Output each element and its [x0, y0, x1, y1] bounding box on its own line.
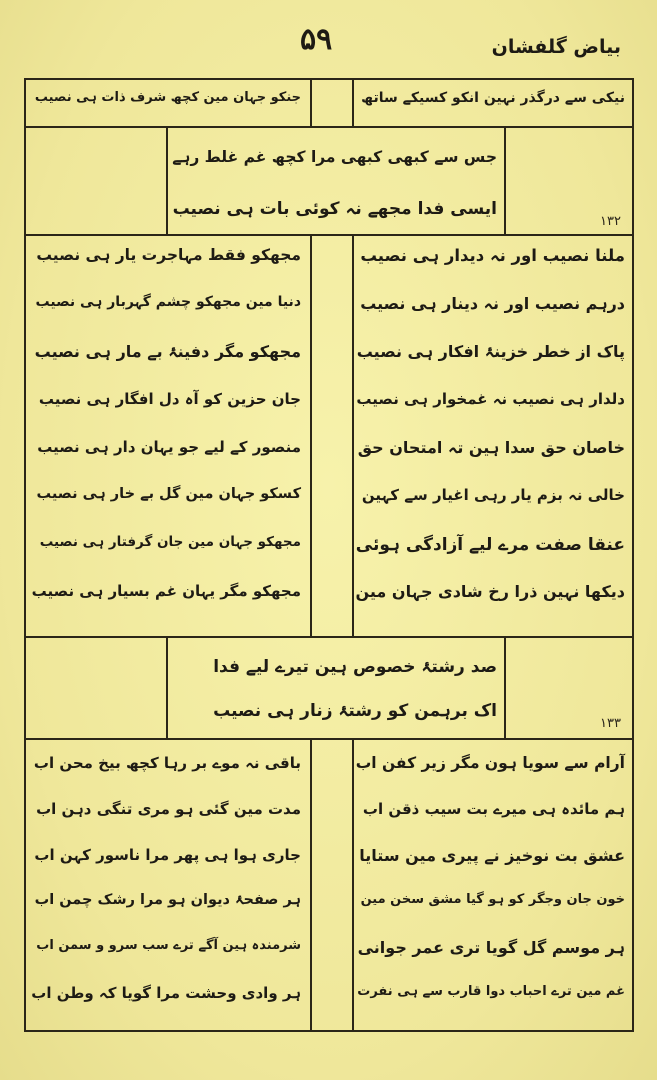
left-col1-line: منصور کے لیے جو یہان دار ہی نصیب: [37, 438, 301, 456]
row1-bottom-rule: [24, 126, 634, 128]
right-col2-line: ہم مائدہ ہی میرے بت سیب ذقن اب: [362, 800, 625, 818]
left-col1-line: مجھکو مگر دفینۂ بے مار ہی نصیب: [34, 342, 301, 361]
right-col2-line: عشق بت نوخیز نے پیری مین ستایا: [359, 846, 625, 865]
left-col2-line: جاری ہوا ہی پھر مرا ناسور کہن اب: [34, 846, 301, 864]
top-row-left-text: جنکو جہان مین کچھ شرف ذات ہی نصیب: [34, 90, 301, 105]
stanza2-line: صد رشتۂ خصوص ہین تیرے لیے فدا: [213, 657, 497, 677]
verse-number: ۱۳۳: [600, 716, 621, 731]
right-col2-line: غم مین ترے احباب دوا قارب سے ہی نفرت: [357, 984, 625, 999]
frame-top-rule: [24, 78, 634, 80]
right-col1-line: درہم نصیب اور نہ دینار ہی نصیب: [360, 294, 625, 313]
stanza2-box-right: [504, 636, 506, 738]
stanza2-line: اک برہمن کو رشتۂ زنار ہی نصیب: [213, 701, 497, 721]
row1-divider-left: [310, 78, 312, 126]
left-col2-line: ہر صفحۂ دیوان ہو مرا رشک چمن اب: [34, 892, 301, 908]
frame-right-rule: [632, 78, 634, 1032]
right-col1-line: خاصان حق سدا ہین تہ امتحان حق: [357, 438, 625, 457]
stanza2-bottom-rule: [24, 738, 634, 740]
right-col2-line: آرام سے سویا ہون مگر زیر کفن اب: [355, 754, 625, 772]
section2-divider-left: [310, 738, 312, 1030]
right-col2-line: خون جان وجگر کو ہو گیا مشق سخن مین: [360, 892, 625, 907]
section1-bottom-rule: [24, 636, 634, 638]
left-col2-line: شرمندہ ہین آگے ترے سب سرو و سمن اب: [36, 938, 301, 953]
right-col1-line: عنقا صفت مرے لیے آزادگی ہوئی: [355, 535, 625, 555]
right-col2-line: ہر موسم گل گویا تری عمر جوانی: [357, 938, 625, 957]
stanza2-box-left: [166, 636, 168, 738]
left-col1-line: مجھکو مگر یہان غم بسیار ہی نصیب: [31, 582, 301, 600]
page-number: ۵۹: [300, 22, 333, 57]
row1-divider-right: [352, 78, 354, 126]
frame-left-rule: [24, 78, 26, 1032]
stanza1-line: جس سے کبھی کبھی مرا کچھ غم غلط رہے: [172, 148, 497, 166]
stanza1-line: ایسی فدا مجھے نہ کوئی بات ہی نصیب: [172, 199, 497, 219]
top-row-right-text: نیکی سے درگذر نہین انکو کسیکے ساتھ: [361, 90, 625, 106]
stanza1-box-right: [504, 126, 506, 234]
left-col2-line: باقی نہ موے بر رہا کچھ بیخ محن اب: [33, 754, 301, 772]
section2-divider-right: [352, 738, 354, 1030]
stanza1-box-left: [166, 126, 168, 234]
left-col2-line: ہر وادی وحشت مرا گویا کہ وطن اب: [31, 984, 301, 1002]
left-col1-line: جان حزین کو آہ دل افگار ہی نصیب: [38, 390, 301, 408]
stanza1-bottom-rule: [24, 234, 634, 236]
section1-divider-left: [310, 234, 312, 636]
section1-divider-right: [352, 234, 354, 636]
left-col2-line: مدت مین گئی ہو مری تنگی دہن اب: [36, 800, 301, 818]
verse-number: ۱۳۲: [600, 214, 621, 229]
left-col1-line: مجھکو جہان مین جان گرفتار ہی نصیب: [39, 534, 301, 550]
right-col1-line: ملنا نصیب اور نہ دیدار ہی نصیب: [360, 246, 625, 265]
right-col1-line: پاک از خطر خزینۂ افکار ہی نصیب: [356, 342, 625, 361]
frame-bottom-rule: [24, 1030, 634, 1032]
right-col1-line: دیکھا نہین ذرا رخ شادی جہان مین: [355, 582, 625, 601]
page-header-title: بیاض گلفشان: [491, 36, 621, 58]
left-col1-line: کسکو جہان مین گل بے خار ہی نصیب: [36, 486, 301, 502]
right-col1-line: خالی نہ بزم یار رہی اغیار سے کہین: [361, 486, 625, 504]
left-col1-line: مجھکو فقط مہاجرت یار ہی نصیب: [36, 246, 301, 264]
left-col1-line: دنیا مین مجھکو چشم گہربار ہی نصیب: [35, 294, 301, 310]
right-col1-line: دلدار ہی نصیب نہ غمخوار ہی نصیب: [356, 390, 625, 408]
